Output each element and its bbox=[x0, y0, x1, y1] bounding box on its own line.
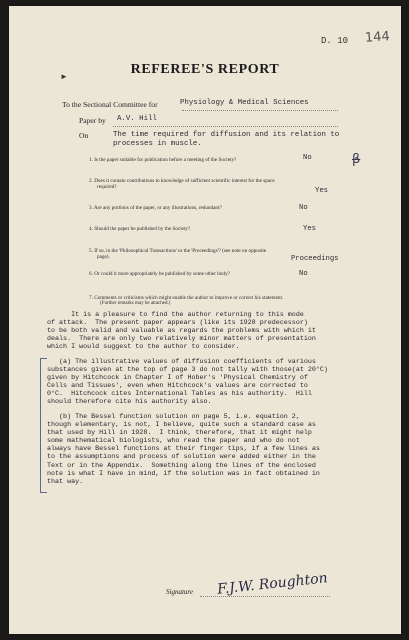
question-5-line-1: 5. If so, in the 'Philosophical Transactions' or the 'Proceedings'? (see note on opposite bbox=[89, 248, 267, 254]
on-label: On bbox=[79, 131, 89, 140]
question-3: 3. Are any portions of the paper, or any illustrations, redundant? bbox=[89, 205, 222, 211]
question-7-line-2: (Further remarks may be attached.) bbox=[100, 301, 171, 306]
question-6: 6. Or could it more appropriately be published by some other body? bbox=[89, 271, 230, 277]
question-2-line-1: 2. Does it contain contributions to knowledge of sufficient scientific interest for the space bbox=[89, 178, 275, 184]
comments-paragraph-1: It is a pleasure to find the author returning to this mode of attack. The present paper appears (like its 1928 predecessor) to be both valid and valuable as regards the problems with which it deals. There are only two relatively minor matters of presentation which I would suggest to the author to consider. bbox=[47, 311, 316, 352]
pencil-number: 144 bbox=[364, 29, 391, 46]
on-value-line-2: processes in muscle. bbox=[113, 140, 202, 148]
answer-6: No bbox=[299, 270, 308, 278]
on-value-line-1: The time required for diffusion and its relation to bbox=[113, 131, 340, 139]
question-1: 1. Is the paper suitable for publication before a meeting of the Society? bbox=[89, 157, 237, 163]
report-page bbox=[9, 6, 401, 634]
paper-by-label: Paper by bbox=[79, 116, 106, 125]
comments-paragraph-a: (a) The illustrative values of diffusion coefficients of various substances given at the top of page 3 do not tally with those(at 20°C) given by Hitchcock in Chapter I of Hober's 'Physical Chemistry of Cells and Tissues', even when Hitchcock's values are corrected to 0°C. Hitchcock cites International Tables as his authority. Hill should therefore cite his authority also. bbox=[47, 358, 328, 407]
question-2-line-2: required? bbox=[97, 184, 117, 190]
to-value: Physiology & Medical Sciences bbox=[180, 99, 309, 107]
to-field bbox=[182, 100, 338, 111]
page-title: REFEREE'S REPORT bbox=[130, 62, 280, 77]
answer-4: Yes bbox=[303, 225, 316, 233]
signature-label: Signature bbox=[166, 588, 193, 596]
question-7-line-1: 7. Comments or criticisms which might enable the author to improve or correct his statement. bbox=[89, 295, 284, 301]
question-4: 4. Should the paper be published by the Society? bbox=[89, 226, 191, 232]
reference-number: D. 10 bbox=[321, 36, 349, 46]
margin-mark-icon: ► bbox=[60, 72, 68, 81]
comments-paragraph-b: (b) The Bessel function solution on page 5, i.e. equation 2, though elementary, is not, I believe, quite such a standard case as that used by Hill in 1928. I think, therefore, that it might help some mathematical biologists, who read the paper and who do not always have Bessel functions at their finger tips, if a few lines as to the assumptions and process of solution were added either in the Text or in the Appendix. Something along the lines of the enclosed note is what I have in mind, if the solution was in fact obtained in that way. bbox=[47, 413, 320, 486]
signature: F.J.W. Roughton bbox=[216, 570, 329, 598]
answer-1: No bbox=[303, 154, 312, 162]
question-5-line-2: page). bbox=[97, 254, 110, 260]
paper-by-field bbox=[113, 116, 338, 127]
answer-5: Proceedings bbox=[291, 255, 339, 263]
handwritten-mark-icon: β̶ bbox=[352, 152, 361, 167]
paper-by-value: A.V. Hill bbox=[117, 115, 157, 123]
margin-bracket bbox=[40, 358, 47, 493]
answer-2: Yes bbox=[315, 187, 328, 195]
to-label: To the Sectional Committee for bbox=[62, 100, 158, 109]
answer-3: No bbox=[299, 204, 308, 212]
